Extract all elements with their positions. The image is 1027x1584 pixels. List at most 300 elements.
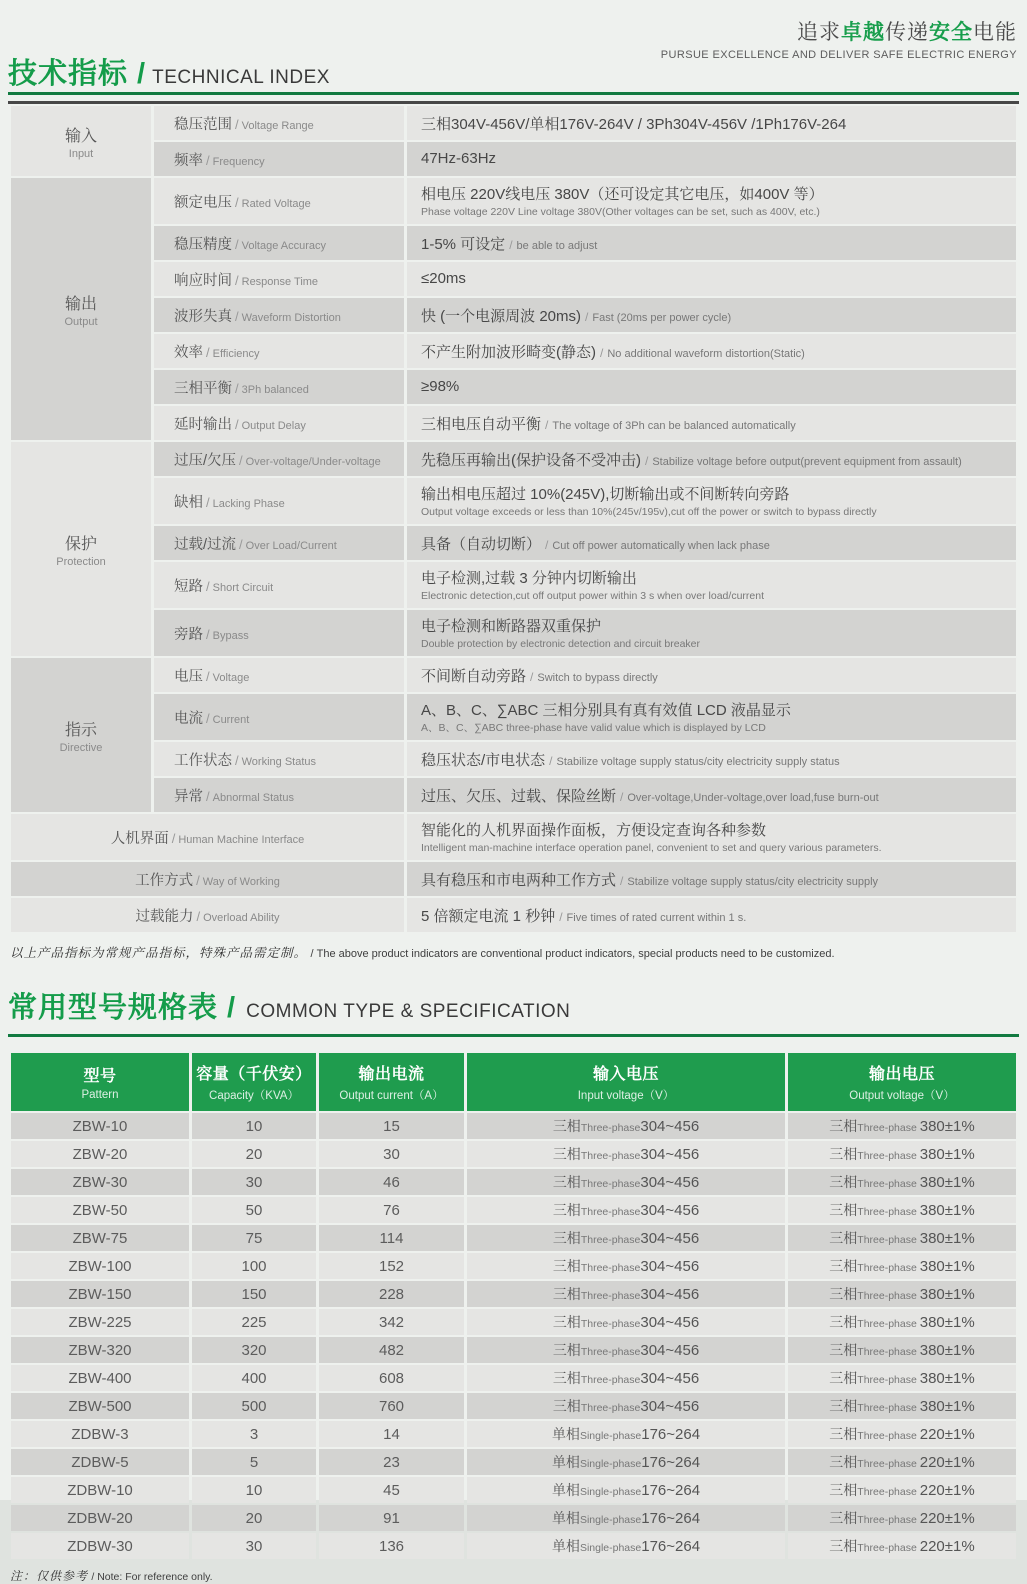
spec-output-phase-en: Three-phase xyxy=(857,1346,920,1358)
tech-row xyxy=(11,406,1016,440)
tech-label-sep: / xyxy=(239,452,243,468)
spec-current-cell: 15 xyxy=(319,1113,464,1139)
tech-value-line xyxy=(421,183,1015,204)
tech-label-cn: 电流 xyxy=(174,710,203,727)
spec-input-range: 304~456 xyxy=(640,1146,700,1163)
spec-input-range: 176~264 xyxy=(641,1510,701,1527)
spec-output-value: 380±1% xyxy=(919,1398,975,1415)
spec-capacity-cell: 30 xyxy=(192,1533,316,1559)
tech-value-en: No additional waveform distortion(Static) xyxy=(607,347,805,360)
tech-row xyxy=(11,694,1016,740)
spec-capacity-cell: 10 xyxy=(192,1113,316,1139)
spec-header-cell xyxy=(788,1053,1016,1111)
tech-value-cn: 电子检测和断路器双重保护 xyxy=(421,618,602,636)
tech-value-cell xyxy=(407,298,1016,332)
spec-input-phase-en: Three-phase xyxy=(580,1402,641,1414)
spec-output-voltage-cell xyxy=(788,1141,1016,1167)
spec-header-en: Capacity（KVA） xyxy=(209,1090,299,1102)
spec-input-voltage-cell xyxy=(467,1505,785,1531)
spec-capacity-cell: 20 xyxy=(192,1505,316,1531)
tech-label-cn: 延时输出 xyxy=(174,416,232,433)
spec-output-phase-cn: 三相 xyxy=(829,1482,858,1498)
spec-input-range: 304~456 xyxy=(640,1202,700,1219)
spec-input-voltage-cell xyxy=(467,1281,785,1307)
tech-label-sep: / xyxy=(235,236,239,252)
spec-output-phase-en: Three-phase xyxy=(857,1458,920,1470)
spec-input-phase-en: Single-phase xyxy=(579,1514,642,1526)
spec-table-body xyxy=(11,1113,1016,1559)
tech-value-cn: 三相电压自动平衡 xyxy=(421,415,542,433)
tech-value-cell xyxy=(407,694,1016,740)
spec-model-cell: ZDBW-5 xyxy=(11,1449,189,1475)
tech-value-sep: / xyxy=(530,669,534,684)
spec-row xyxy=(11,1197,1016,1223)
spec-output-phase-en: Three-phase xyxy=(857,1178,920,1190)
tech-value-en: Switch to bypass directly xyxy=(537,671,658,684)
tech-group-cell xyxy=(11,106,151,176)
tech-label-sep: / xyxy=(235,308,239,324)
tech-value-line xyxy=(421,749,1015,770)
spec-output-value: 220±1% xyxy=(919,1538,975,1555)
tech-label-en: Current xyxy=(212,713,250,726)
tech-value-sub: Intelligent man-machine interface operation panel, convenient to set and query various parameters. xyxy=(421,842,882,855)
spec-input-phase-cn: 单相 xyxy=(551,1454,580,1470)
tech-value-line xyxy=(421,270,1015,288)
slogan-part: 传递 xyxy=(885,21,929,44)
spec-output-phase-cn: 三相 xyxy=(829,1202,858,1218)
spec-model-cell: ZBW-100 xyxy=(11,1253,189,1279)
tech-label-cn: 人机界面 xyxy=(110,830,169,847)
tech-label-cell xyxy=(154,442,404,476)
spec-input-range: 304~456 xyxy=(640,1314,700,1331)
spec-output-value: 380±1% xyxy=(919,1286,975,1303)
spec-capacity-cell: 75 xyxy=(192,1225,316,1251)
tech-row xyxy=(11,298,1016,332)
tech-label-cn: 异常 xyxy=(174,788,203,805)
spec-current-cell: 14 xyxy=(319,1421,464,1447)
tech-label-sep: / xyxy=(239,536,243,552)
tech-label-cn: 频率 xyxy=(174,152,203,169)
tech-value-cn: 5 倍额定电流 1 秒钟 xyxy=(421,907,556,925)
spec-output-phase-cn: 三相 xyxy=(829,1342,858,1358)
tech-value-cell xyxy=(407,742,1016,776)
spec-input-voltage-cell xyxy=(467,1337,785,1363)
tech-label-en: Voltage Accuracy xyxy=(241,239,327,252)
tech-value-sep: / xyxy=(545,417,549,432)
spec-model-cell: ZBW-500 xyxy=(11,1393,189,1419)
tech-value-cn: 具有稳压和市电两种工作方式 xyxy=(421,871,617,889)
tech-value-cell xyxy=(407,178,1016,224)
spec-input-phase-cn: 单相 xyxy=(551,1426,580,1442)
tech-label-en: Way of Working xyxy=(202,875,280,888)
section1-title xyxy=(8,51,330,92)
tech-label-en: Waveform Distortion xyxy=(241,311,341,324)
section2-title-en: COMMON TYPE & SPECIFICATION xyxy=(246,1001,571,1022)
spec-input-phase-cn: 单相 xyxy=(551,1482,580,1498)
technical-index-table xyxy=(8,104,1019,934)
spec-header-cell xyxy=(467,1053,785,1111)
tech-value-cn: 过压、欠压、过载、保险丝断 xyxy=(421,787,617,805)
tech-row xyxy=(11,262,1016,296)
tech-label-en: Frequency xyxy=(212,155,265,168)
spec-header-en: Pattern xyxy=(81,1089,119,1101)
spec-output-value: 220±1% xyxy=(919,1510,975,1527)
spec-input-phase-en: Single-phase xyxy=(579,1486,642,1498)
tech-label-cell xyxy=(154,478,404,524)
spec-current-cell: 46 xyxy=(319,1169,464,1195)
spec-output-voltage-cell xyxy=(788,1533,1016,1559)
spec-input-phase-en: Three-phase xyxy=(580,1290,641,1302)
tech-value-cell xyxy=(407,814,1016,860)
spec-current-cell: 760 xyxy=(319,1393,464,1419)
tech-row xyxy=(11,178,1016,224)
tech-row xyxy=(11,742,1016,776)
spec-header-en: Output current（A） xyxy=(339,1090,444,1102)
tech-value-cell xyxy=(407,370,1016,404)
tech-label-cn: 短路 xyxy=(174,578,203,595)
tech-row xyxy=(11,778,1016,812)
spec-row xyxy=(11,1225,1016,1251)
spec-output-phase-cn: 三相 xyxy=(829,1174,858,1190)
spec-input-phase-en: Three-phase xyxy=(580,1374,641,1386)
spec-input-phase-en: Three-phase xyxy=(580,1150,641,1162)
tech-value-en: Stabilize voltage supply status/city electricity supply status xyxy=(556,755,840,768)
tech-value-cell xyxy=(407,262,1016,296)
slogan-part: 安全 xyxy=(929,21,973,44)
spec-input-phase-cn: 三相 xyxy=(552,1258,581,1274)
tech-label-cn: 波形失真 xyxy=(174,308,232,325)
spec-current-cell: 45 xyxy=(319,1477,464,1503)
tech-group-en: Output xyxy=(64,315,98,328)
spec-input-phase-cn: 单相 xyxy=(551,1510,580,1526)
tech-label-en: Over Load/Current xyxy=(245,539,337,552)
spec-input-phase-cn: 三相 xyxy=(552,1342,581,1358)
tech-label-en: 3Ph balanced xyxy=(241,383,309,396)
spec-input-voltage-cell xyxy=(467,1141,785,1167)
spec-input-range: 304~456 xyxy=(640,1342,700,1359)
spec-header-cn: 输出电压 xyxy=(868,1066,935,1083)
tech-footnote-cn: 以上产品指标为常规产品指标，特殊产品需定制。 xyxy=(10,946,308,960)
spec-model-cell: ZBW-320 xyxy=(11,1337,189,1363)
spec-input-phase-en: Three-phase xyxy=(580,1262,641,1274)
tech-value-cell xyxy=(407,406,1016,440)
slogan-part: 电能 xyxy=(973,21,1017,44)
tech-label-cell xyxy=(154,658,404,692)
tech-group-en: Directive xyxy=(59,741,103,754)
tech-value-sub: Double protection by electronic detection and circuit breaker xyxy=(421,638,700,651)
tech-label-cell xyxy=(154,610,404,656)
tech-label-sep: / xyxy=(235,752,239,768)
spec-input-range: 304~456 xyxy=(640,1398,700,1415)
tech-label-en: Human Machine Interface xyxy=(178,833,305,846)
spec-row xyxy=(11,1113,1016,1139)
spec-input-range: 176~264 xyxy=(641,1538,701,1555)
tech-group-cell xyxy=(11,178,151,440)
spec-output-value: 220±1% xyxy=(919,1454,975,1471)
spec-model-cell: ZBW-10 xyxy=(11,1113,189,1139)
tech-label-en: Overload Ability xyxy=(203,911,280,924)
slogan-en: PURSUE EXCELLENCE AND DELIVER SAFE ELECTRIC ENERGY xyxy=(660,49,1017,61)
spec-output-phase-cn: 三相 xyxy=(829,1510,858,1526)
spec-output-phase-cn: 三相 xyxy=(829,1370,858,1386)
section1-title-cn: 技术指标 / xyxy=(8,58,147,90)
spec-output-value: 380±1% xyxy=(919,1370,975,1387)
tech-label-cell-full xyxy=(11,814,404,860)
tech-value-line xyxy=(421,785,1015,806)
spec-model-cell: ZDBW-10 xyxy=(11,1477,189,1503)
tech-group-cell xyxy=(11,658,151,812)
tech-value-line xyxy=(421,113,1015,134)
page-header xyxy=(0,0,1027,92)
spec-input-voltage-cell xyxy=(467,1253,785,1279)
tech-row xyxy=(11,442,1016,476)
tech-footnote xyxy=(10,943,1017,961)
tech-row xyxy=(11,526,1016,560)
tech-label-cn: 电压 xyxy=(174,668,203,685)
spec-capacity-cell: 10 xyxy=(192,1477,316,1503)
tech-row xyxy=(11,862,1016,896)
spec-capacity-cell: 30 xyxy=(192,1169,316,1195)
spec-output-value: 220±1% xyxy=(919,1482,975,1499)
tech-label-cn: 过压/欠压 xyxy=(174,452,237,469)
tech-value-line xyxy=(421,665,1015,686)
tech-value-cell xyxy=(407,334,1016,368)
tech-value-cell xyxy=(407,526,1016,560)
tech-value-sub: Phase voltage 220V Line voltage 380V(Other voltages can be set, such as 400V, etc.) xyxy=(421,206,820,219)
tech-value-cell xyxy=(407,562,1016,608)
spec-input-phase-en: Single-phase xyxy=(579,1430,642,1442)
spec-model-cell: ZBW-150 xyxy=(11,1281,189,1307)
tech-row xyxy=(11,370,1016,404)
tech-value-cn: 三相304V-456V/单相176V-264V / 3Ph304V-456V /1Ph176V-264 xyxy=(421,115,847,133)
spec-output-phase-cn: 三相 xyxy=(829,1538,858,1554)
spec-input-voltage-cell xyxy=(467,1449,785,1475)
tech-value-sep: / xyxy=(620,873,624,888)
spec-current-cell: 76 xyxy=(319,1197,464,1223)
divider-line-2 xyxy=(8,1034,1019,1037)
spec-model-cell: ZBW-20 xyxy=(11,1141,189,1167)
spec-header-cell xyxy=(319,1053,464,1111)
spec-capacity-cell: 500 xyxy=(192,1393,316,1419)
spec-table-wrap xyxy=(8,1051,1019,1561)
tech-label-sep: / xyxy=(206,344,210,360)
spec-input-phase-en: Single-phase xyxy=(579,1542,642,1554)
tech-value-cn: 具备（自动切断） xyxy=(421,535,542,553)
spec-output-voltage-cell xyxy=(788,1477,1016,1503)
spec-output-phase-en: Three-phase xyxy=(857,1122,920,1134)
spec-input-phase-cn: 单相 xyxy=(551,1538,580,1554)
spec-row xyxy=(11,1477,1016,1503)
tech-footnote-en: / The above product indicators are conventional product indicators, special products need to be customized. xyxy=(310,948,835,960)
tech-row xyxy=(11,814,1016,860)
tech-label-cell-full xyxy=(11,862,404,896)
tech-value-cell xyxy=(407,442,1016,476)
spec-output-voltage-cell xyxy=(788,1113,1016,1139)
tech-value-cn: 先稳压再输出(保护设备不受冲击) xyxy=(421,451,641,469)
spec-current-cell: 152 xyxy=(319,1253,464,1279)
spec-model-cell: ZBW-50 xyxy=(11,1197,189,1223)
tech-value-cn: 快 (一个电源周波 20ms) xyxy=(421,307,582,325)
spec-output-voltage-cell xyxy=(788,1337,1016,1363)
spec-input-phase-cn: 三相 xyxy=(552,1286,581,1302)
tech-label-en: Short Circuit xyxy=(212,581,274,594)
tech-label-cell-full xyxy=(11,898,404,932)
tech-value-line xyxy=(421,699,1015,720)
spec-current-cell: 91 xyxy=(319,1505,464,1531)
tech-label-cn: 稳压精度 xyxy=(174,236,232,253)
tech-value-cn: ≥98% xyxy=(421,378,460,395)
spec-header-cn: 输出电流 xyxy=(358,1066,425,1083)
tech-value-cn: 输出相电压超过 10%(245V),切断输出或不间断转向旁路 xyxy=(421,486,790,504)
tech-value-cn: 不间断自动旁路 xyxy=(421,667,527,685)
spec-current-cell: 608 xyxy=(319,1365,464,1391)
spec-header-en: Input voltage（V） xyxy=(577,1090,675,1102)
tech-value-line xyxy=(421,233,1015,254)
tech-label-sep: / xyxy=(206,494,210,510)
spec-output-phase-en: Three-phase xyxy=(857,1486,920,1498)
tech-label-cell xyxy=(154,778,404,812)
tech-row xyxy=(11,478,1016,524)
tech-value-cn: 智能化的人机界面操作面板，方便设定查询各种参数 xyxy=(421,822,767,840)
tech-value-sep: / xyxy=(559,909,563,924)
tech-label-cn: 过载/过流 xyxy=(174,536,237,553)
spec-current-cell: 228 xyxy=(319,1281,464,1307)
tech-label-cn: 旁路 xyxy=(174,626,203,643)
tech-value-line xyxy=(421,483,1015,504)
tech-label-cell xyxy=(154,406,404,440)
spec-note xyxy=(10,1567,1027,1584)
tech-label-en: Abnormal Status xyxy=(212,791,294,804)
spec-model-cell: ZBW-30 xyxy=(11,1169,189,1195)
spec-output-phase-en: Three-phase xyxy=(857,1262,920,1274)
spec-row xyxy=(11,1449,1016,1475)
tech-value-en: be able to adjust xyxy=(516,239,598,252)
tech-group-en: Input xyxy=(68,147,94,160)
tech-label-cell xyxy=(154,694,404,740)
spec-row xyxy=(11,1281,1016,1307)
tech-label-cn: 工作方式 xyxy=(135,872,194,889)
spec-output-value: 380±1% xyxy=(919,1202,975,1219)
tech-label-sep: / xyxy=(206,626,210,642)
spec-input-voltage-cell xyxy=(467,1197,785,1223)
spec-input-phase-en: Three-phase xyxy=(580,1178,641,1190)
spec-note-en: / Note: For reference only. xyxy=(91,1571,213,1583)
tech-value-cn: 不产生附加波形畸变(静态) xyxy=(421,343,596,361)
spec-input-phase-cn: 三相 xyxy=(552,1174,581,1190)
tech-group-cn: 输出 xyxy=(64,295,97,313)
spec-output-phase-en: Three-phase xyxy=(857,1374,920,1386)
tech-value-line xyxy=(421,533,1015,554)
spec-table xyxy=(8,1051,1019,1561)
tech-label-sep: / xyxy=(206,710,210,726)
tech-label-sep: / xyxy=(235,416,239,432)
tech-value-sep: / xyxy=(549,753,553,768)
spec-capacity-cell: 150 xyxy=(192,1281,316,1307)
tech-label-cn: 过载能力 xyxy=(135,908,194,925)
tech-value-cell xyxy=(407,142,1016,176)
tech-label-cn: 额定电压 xyxy=(174,194,232,211)
tech-label-cell xyxy=(154,262,404,296)
tech-value-cell xyxy=(407,658,1016,692)
tech-label-en: Bypass xyxy=(212,629,249,642)
tech-value-cn: A、B、C、∑ABC 三相分别具有真有效值 LCD 液晶显示 xyxy=(421,702,791,720)
spec-output-voltage-cell xyxy=(788,1281,1016,1307)
tech-value-cn: 47Hz-63Hz xyxy=(421,150,497,167)
tech-label-cell xyxy=(154,106,404,140)
slogan-part: 追求 xyxy=(797,21,841,44)
tech-label-sep: / xyxy=(206,788,210,804)
spec-output-value: 220±1% xyxy=(919,1426,975,1443)
tech-row xyxy=(11,562,1016,608)
spec-model-cell: ZDBW-20 xyxy=(11,1505,189,1531)
spec-input-range: 176~264 xyxy=(641,1482,701,1499)
tech-group-cn: 指示 xyxy=(64,721,97,739)
spec-capacity-cell: 320 xyxy=(192,1337,316,1363)
tech-label-cn: 工作状态 xyxy=(174,752,232,769)
tech-label-cn: 稳压范围 xyxy=(174,116,232,133)
tech-value-cell xyxy=(407,610,1016,656)
tech-row xyxy=(11,106,1016,140)
spec-input-range: 304~456 xyxy=(640,1230,700,1247)
tech-value-en: Five times of rated current within 1 s. xyxy=(566,911,747,924)
spec-output-value: 380±1% xyxy=(919,1118,975,1135)
spec-model-cell: ZDBW-3 xyxy=(11,1421,189,1447)
spec-output-phase-cn: 三相 xyxy=(829,1314,858,1330)
tech-group-cn: 输入 xyxy=(64,127,97,145)
spec-current-cell: 136 xyxy=(319,1533,464,1559)
tech-label-cn: 响应时间 xyxy=(174,272,232,289)
spec-input-phase-en: Three-phase xyxy=(580,1234,641,1246)
spec-input-phase-en: Three-phase xyxy=(580,1206,641,1218)
tech-group-cell xyxy=(11,442,151,656)
spec-output-phase-en: Three-phase xyxy=(857,1234,920,1246)
tech-value-en: Stabilize voltage supply status/city electricity supply xyxy=(627,875,879,888)
spec-capacity-cell: 50 xyxy=(192,1197,316,1223)
spec-output-voltage-cell xyxy=(788,1169,1016,1195)
spec-output-value: 380±1% xyxy=(919,1146,975,1163)
tech-label-cell xyxy=(154,142,404,176)
tech-label-en: Over-voltage/Under-voltage xyxy=(245,455,381,468)
tech-value-cn: 1-5% 可设定 xyxy=(421,235,506,253)
slogan-cn xyxy=(661,16,1017,46)
spec-output-voltage-cell xyxy=(788,1197,1016,1223)
tech-label-cn: 三相平衡 xyxy=(174,380,232,397)
spec-output-phase-en: Three-phase xyxy=(857,1150,920,1162)
divider-line xyxy=(8,92,1019,95)
spec-output-voltage-cell xyxy=(788,1421,1016,1447)
tech-label-sep: / xyxy=(206,578,210,594)
section2-title xyxy=(8,985,1027,1026)
spec-capacity-cell: 400 xyxy=(192,1365,316,1391)
tech-group-en: Protection xyxy=(56,555,106,568)
tech-value-cn: ≤20ms xyxy=(421,270,466,287)
spec-output-value: 380±1% xyxy=(919,1258,975,1275)
tech-value-sep: / xyxy=(620,789,624,804)
tech-value-line xyxy=(421,341,1015,362)
tech-label-sep: / xyxy=(235,194,239,210)
spec-input-voltage-cell xyxy=(467,1169,785,1195)
section1-title-en: TECHNICAL INDEX xyxy=(152,67,330,88)
tech-label-en: Voltage xyxy=(212,671,250,684)
tech-value-line xyxy=(421,150,1015,168)
spec-capacity-cell: 20 xyxy=(192,1141,316,1167)
technical-index-table-wrap xyxy=(8,101,1019,934)
spec-header-cn: 型号 xyxy=(83,1068,117,1085)
spec-input-range: 304~456 xyxy=(640,1258,700,1275)
spec-output-phase-cn: 三相 xyxy=(829,1454,858,1470)
spec-output-phase-en: Three-phase xyxy=(857,1542,920,1554)
tech-label-cell xyxy=(154,742,404,776)
